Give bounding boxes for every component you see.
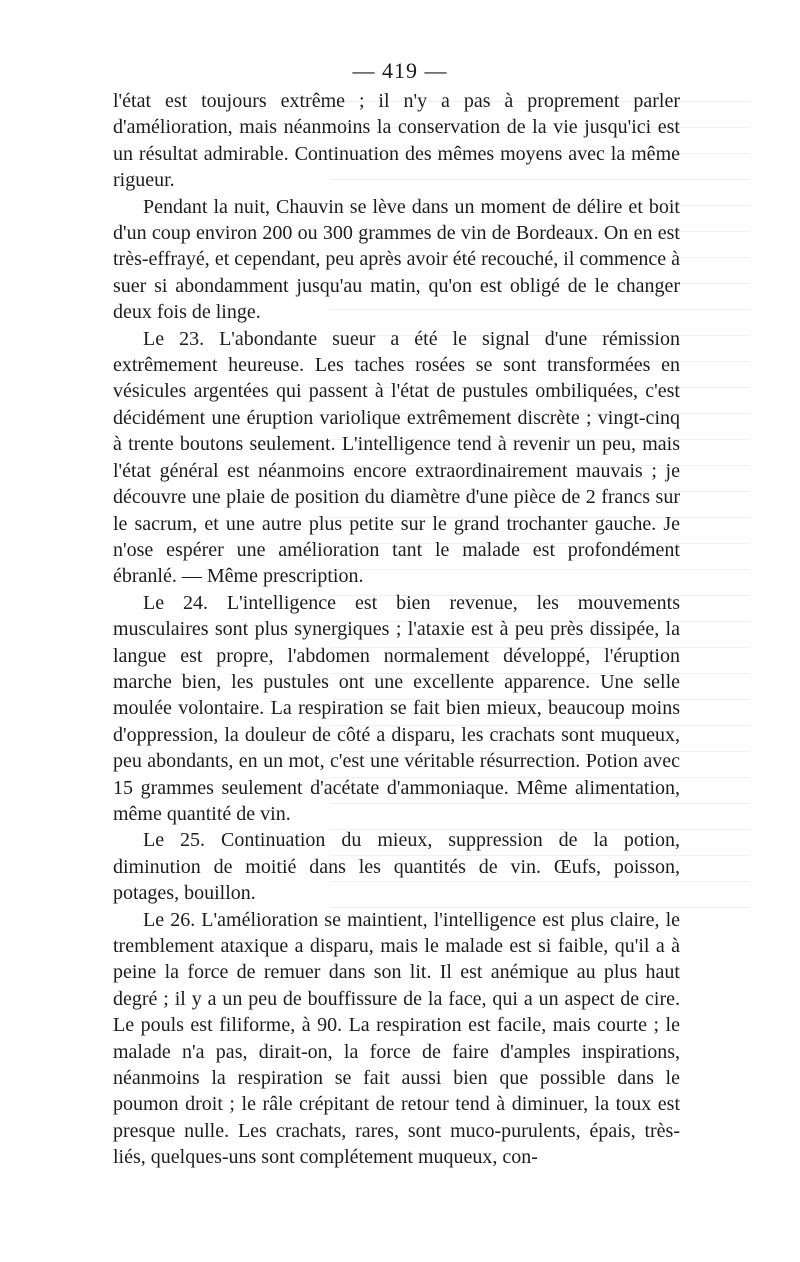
- paragraph-day-26: Le 26. L'amélioration se maintient, l'intelligence est plus claire, le tremblement ataxique a disparu, mais le malade est si faible, qu'il a à peine la force de remuer dans son lit. Il est anémique au plus haut degré ; il y a un peu de bouffissure de la face, qui a un aspect de cire. Le pouls est filiforme, à 90. La respiration est facile, mais courte ; le malade n'a pas, dirait-on, la force de faire d'amples inspirations, néanmoins la respiration se fait aussi bien que possible dans le poumon droit ; le râle crépitant de retour tend à diminuer, la toux est presque nulle. Les crachats, rares, sont muco-purulents, épais, très-liés, quelques-uns sont complétement muqueux, con-: [113, 908, 680, 1169]
- paragraph-day-24: Le 24. L'intelligence est bien revenue, les mouvements musculaires sont plus synergiques ; l'ataxie est à peu près dissipée, la langue est propre, l'abdomen normalement développé, l'éruption marche bien, les pustules ont une excellente apparence. Une selle moulée volontaire. La respiration se fait bien mieux, beaucoup moins d'oppression, la douleur de côté a disparu, les crachats sont muqueux, peu abondants, en un mot, c'est une véritable résurrection. Potion avec 15 grammes seulement d'acétate d'ammoniaque. Même alimentation, même quantité de vin.: [113, 591, 680, 825]
- body-text: [113, 88, 680, 1171]
- paragraph-day-25: Le 25. Continuation du mieux, suppression de la potion, diminution de moitié dans les quantités de vin. Œufs, poisson, potages, bouillon.: [113, 829, 680, 905]
- page-number: — 419 —: [352, 58, 448, 83]
- paragraph-night-delirium: Pendant la nuit, Chauvin se lève dans un moment de délire et boit d'un coup environ 200 ou 300 grammes de vin de Bordeaux. On en est très-effrayé, et cependant, peu après avoir été recouché, il commence à suer si abondamment jusqu'au matin, qu'on est obligé de le changer deux fois de linge.: [113, 195, 680, 324]
- paragraph-day-23: Le 23. L'abondante sueur a été le signal d'une rémission extrêmement heureuse. Les taches rosées se sont transformées en vésicules argentées qui passent à l'état de pustules ombiliquées, c'est décidément une éruption variolique extrêmement discrète ; vingt-cinq à trente boutons seulement. L'intelligence tend à revenir un peu, mais l'état général est néanmoins encore extraordinairement mauvais ; je découvre une plaie de position du diamètre d'une pièce de 2 francs sur le sacrum, et une autre plus petite sur le grand trochanter gauche. Je n'ose espérer une amélioration tant le malade est profondément ébranlé. — Même prescription.: [113, 327, 680, 588]
- paragraph-continuation: l'état est toujours extrême ; il n'y a pas à proprement parler d'amélioration, mais néanmoins la conservation de la vie jusqu'ici est un résultat admirable. Continuation des mêmes moyens avec la même rigueur.: [113, 90, 680, 192]
